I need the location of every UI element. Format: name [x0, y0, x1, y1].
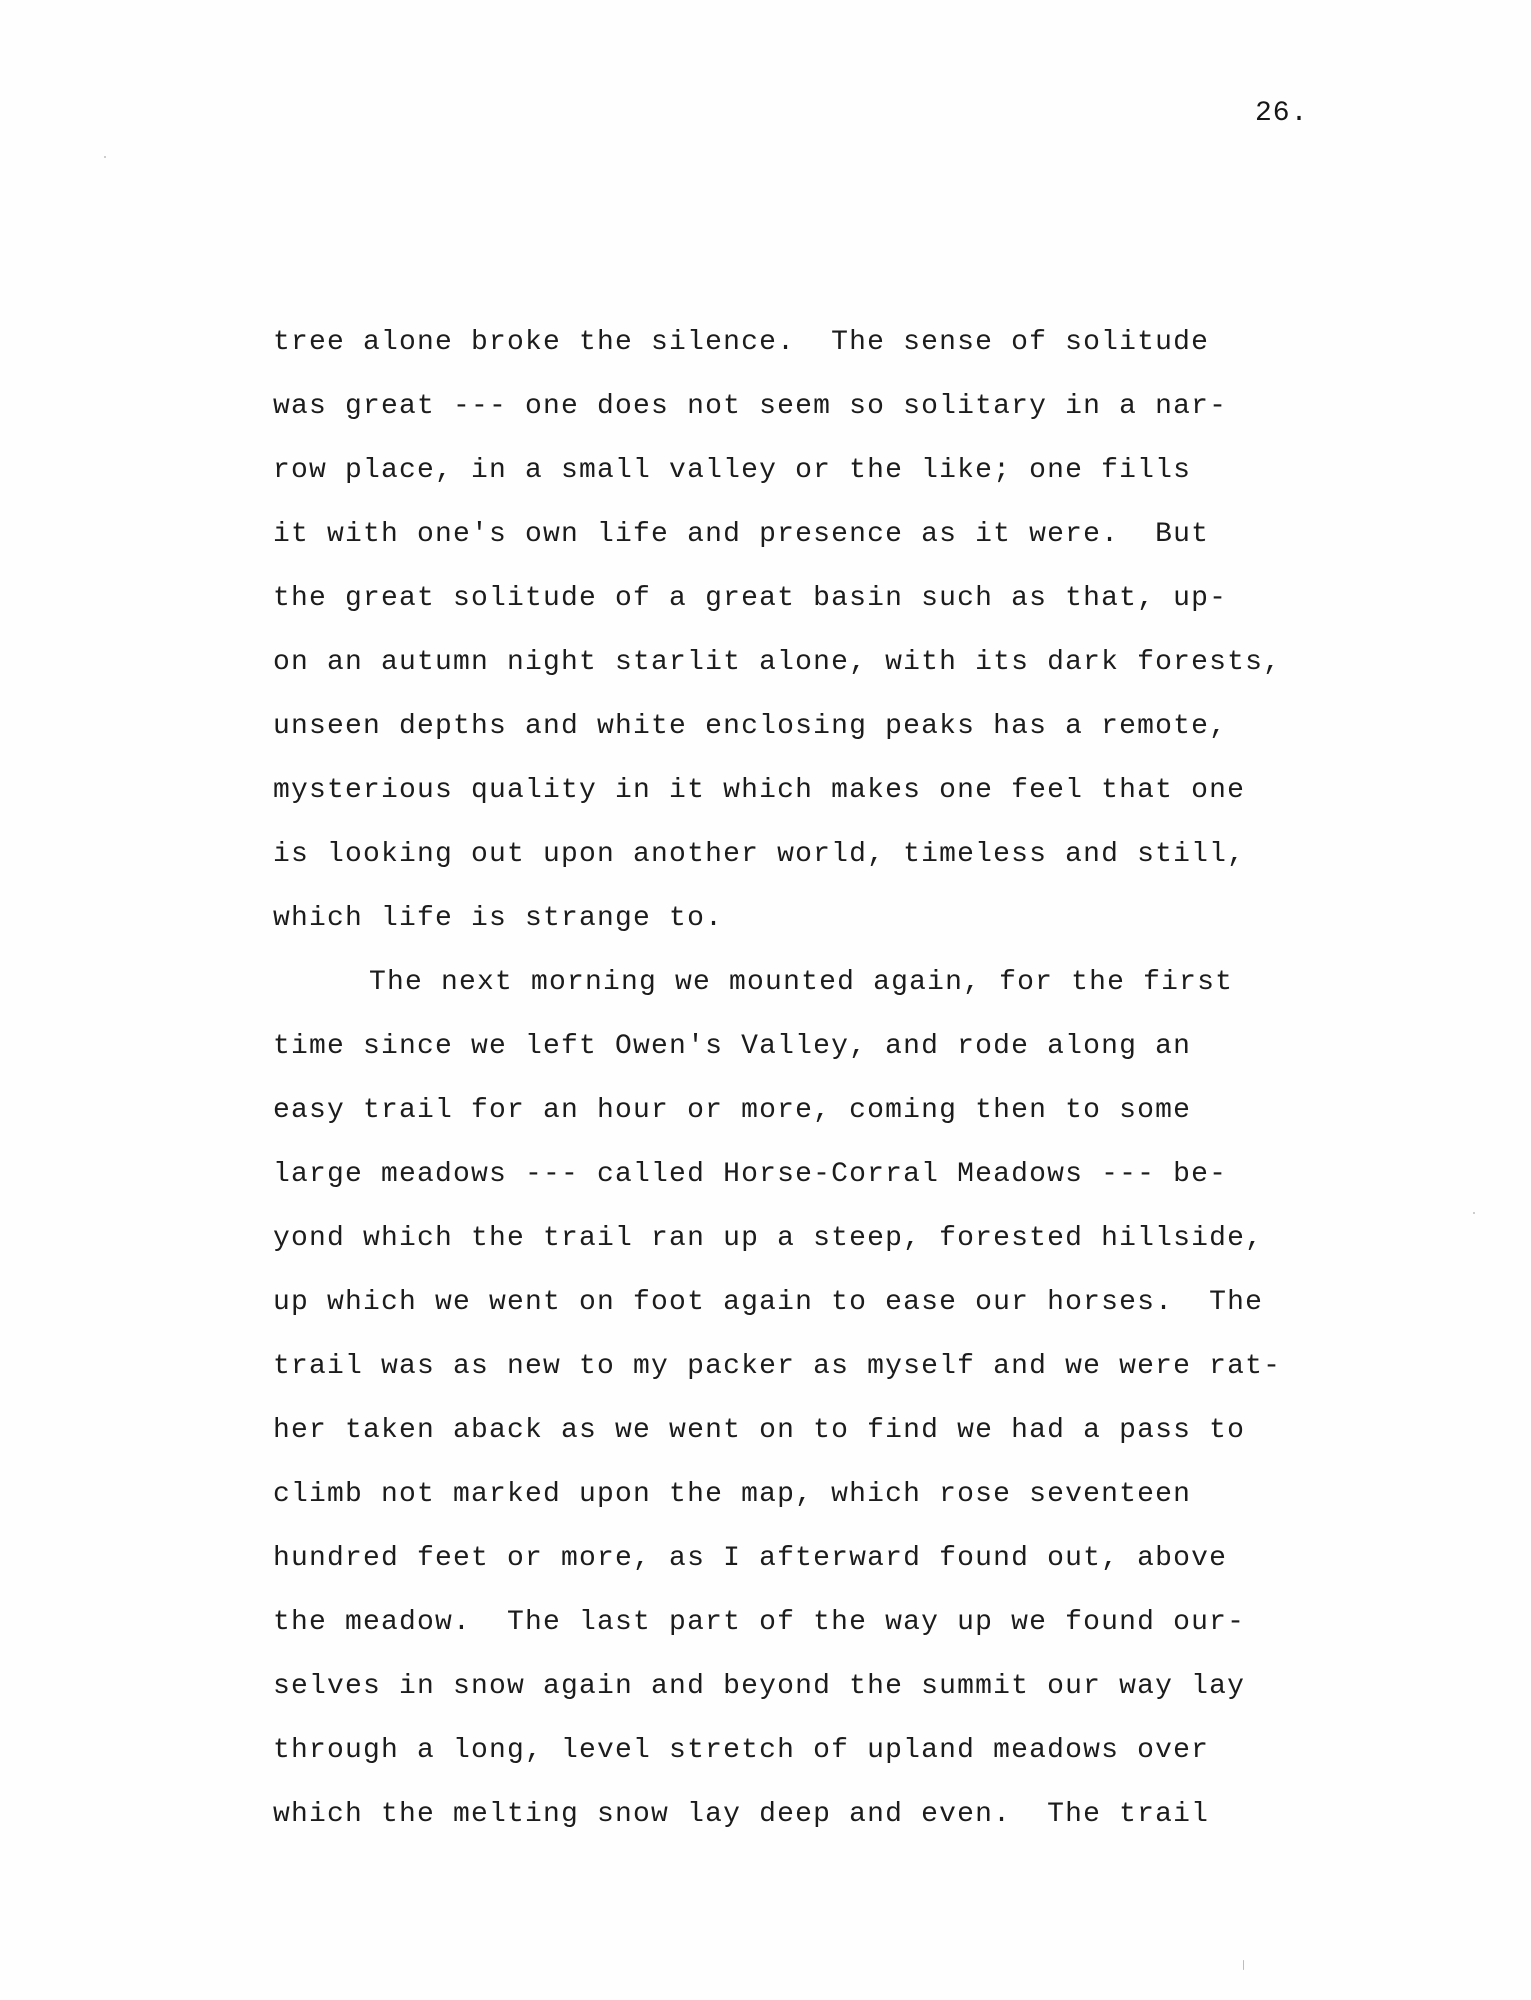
text-line: hundred feet or more, as I afterward found out, above	[273, 1543, 1228, 1574]
text-line: unseen depths and white enclosing peaks has a remote,	[273, 711, 1228, 742]
text-line: row place, in a small valley or the like; one fills	[273, 455, 1192, 486]
text-line: yond which the trail ran up a steep, forested hillside,	[273, 1223, 1264, 1254]
text-line: time since we left Owen's Valley, and rode along an	[273, 1031, 1192, 1062]
text-line: selves in snow again and beyond the summit our way lay	[273, 1671, 1246, 1702]
scan-speck	[104, 156, 106, 158]
paragraph	[273, 320, 1373, 960]
text-line: was great --- one does not seem so solitary in a nar-	[273, 391, 1228, 422]
text-line: her taken aback as we went on to find we had a pass to	[273, 1415, 1246, 1446]
text-line: is looking out upon another world, timeless and still,	[273, 839, 1246, 870]
scan-speck	[1473, 1212, 1475, 1214]
paragraph	[273, 960, 1373, 1856]
text-line: on an autumn night starlit alone, with its dark forests,	[273, 647, 1282, 678]
text-line: which the melting snow lay deep and even. The trail	[273, 1799, 1210, 1830]
text-line: trail was as new to my packer as myself and we were rat-	[273, 1351, 1282, 1382]
text-line: which life is strange to.	[273, 903, 724, 934]
text-line: easy trail for an hour or more, coming then to some	[273, 1095, 1192, 1126]
text-line: large meadows --- called Horse-Corral Meadows --- be-	[273, 1159, 1228, 1190]
text-line: mysterious quality in it which makes one feel that one	[273, 775, 1246, 806]
text-line: tree alone broke the silence. The sense of solitude	[273, 327, 1210, 358]
text-line: climb not marked upon the map, which rose seventeen	[273, 1479, 1192, 1510]
text-line: through a long, level stretch of upland meadows over	[273, 1735, 1210, 1766]
text-line: the meadow. The last part of the way up we found our-	[273, 1607, 1246, 1638]
text-line: up which we went on foot again to ease our horses. The	[273, 1287, 1264, 1318]
text-line-indented: The next morning we mounted again, for the first	[369, 967, 1234, 998]
scan-speck	[1243, 1960, 1244, 1970]
body-text	[273, 320, 1373, 1856]
text-line: the great solitude of a great basin such as that, up-	[273, 583, 1228, 614]
text-line: it with one's own life and presence as it were. But	[273, 519, 1210, 550]
page-number: 26.	[1255, 98, 1309, 129]
